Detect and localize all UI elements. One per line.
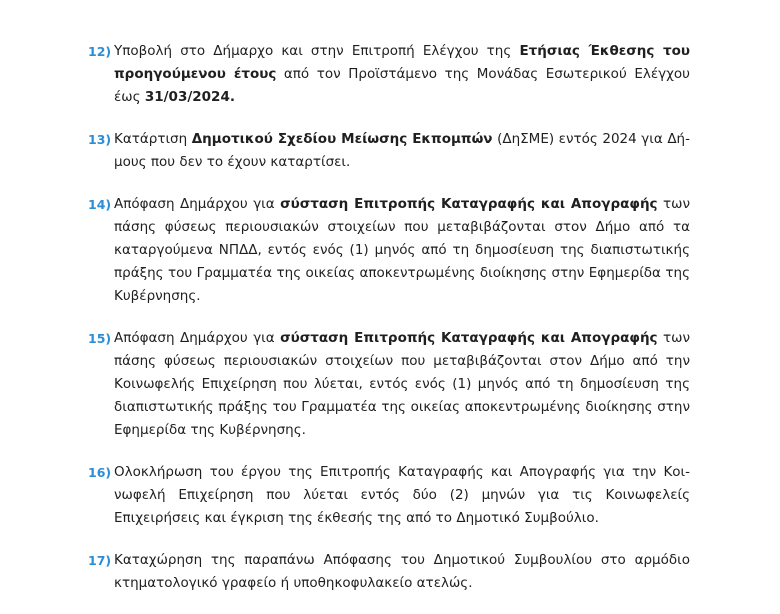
bold-text-segment: σύσταση Επιτροπής Καταγραφής και Απογραφής	[280, 330, 658, 346]
text-segment: των πάσης φύσεως περιουσιακών στοιχείων που μεταβιβάζονται στον Δήμο από τα καταργούμενα ΝΠΔΔ, εντός ενός (1) μηνός από τη δημοσίευση της διαπιστωτικής πράξης του Γραμματέα της οικείας αποκεντρωμένης διοίκησης στην Εφημερίδα της Κυβέρνησης.	[114, 196, 691, 304]
item-text	[114, 549, 690, 595]
list-item	[88, 327, 690, 442]
item-number: 13)	[88, 132, 112, 147]
bold-text-segment: σύσταση Επιτροπής Καταγραφής και Απογραφής	[280, 196, 658, 212]
item-text	[114, 193, 690, 308]
item-number: 17)	[88, 553, 112, 568]
text-segment: Ολοκλήρωση του έργου της Επιτροπής Καταγραφής και Απογραφής για την Κοινωφελή Επιχείρηση που λύεται εντός δύο (2) μηνών για τις Κοινωφελείς Επιχειρήσεις και έγκριση της έκθεσής της από το Δημοτικό Συμβούλιο.	[114, 464, 690, 526]
bold-text-segment: Δημοτικού Σχεδίου Μείωσης Εκπομπών	[191, 131, 493, 147]
text-segment: Κατάρτιση	[114, 131, 192, 147]
item-text	[114, 40, 690, 109]
item-text	[114, 128, 690, 174]
text-segment: των πάσης φύσεως περιουσιακών στοιχείων που μεταβιβάζονται στον Δήμο από την Κοινωφελής Επιχείρηση που λύεται, εντός ενός (1) μηνός από τη δημοσίευση της διαπιστωτικής πράξης του Γραμματέα της οικείας αποκεντρωμένης διοίκησης στην Εφημερίδα της Κυβέρνησης.	[114, 330, 691, 438]
item-number: 15)	[88, 331, 112, 346]
list-item	[88, 40, 690, 109]
item-text	[114, 327, 690, 442]
bold-date-segment: 31/03/2024.	[144, 89, 235, 105]
text-segment: Απόφαση Δημάρχου για	[114, 196, 281, 212]
bold-text-segment: Ετήσιας Έκθεσης του προηγούμενου έτους	[114, 43, 690, 82]
text-segment: Καταχώρηση της παραπάνω Απόφασης του Δημοτικού Συμβουλίου στο αρμόδιο κτηματολογικό γραφείο ή υποθηκοφυλακείο ατελώς.	[114, 552, 690, 591]
list-item	[88, 193, 690, 308]
item-number: 16)	[88, 465, 112, 480]
text-segment: από τον Προϊστάμενο της Μονάδας Εσωτερικού Ελέγχου έως	[114, 66, 690, 105]
item-number: 14)	[88, 197, 112, 212]
text-segment: (ΔηΣΜΕ) εντός 2024 για Δήμους που δεν το έχουν καταρτίσει.	[114, 131, 690, 170]
text-segment: Υποβολή στο Δήμαρχο και στην Επιτροπή Ελέγχου της	[114, 43, 520, 59]
item-number: 12)	[88, 44, 112, 59]
numbered-list	[88, 40, 690, 614]
text-segment: Απόφαση Δημάρχου για	[114, 330, 281, 346]
list-item	[88, 128, 690, 174]
list-item	[88, 549, 690, 595]
list-item	[88, 461, 690, 530]
item-text	[114, 461, 690, 530]
